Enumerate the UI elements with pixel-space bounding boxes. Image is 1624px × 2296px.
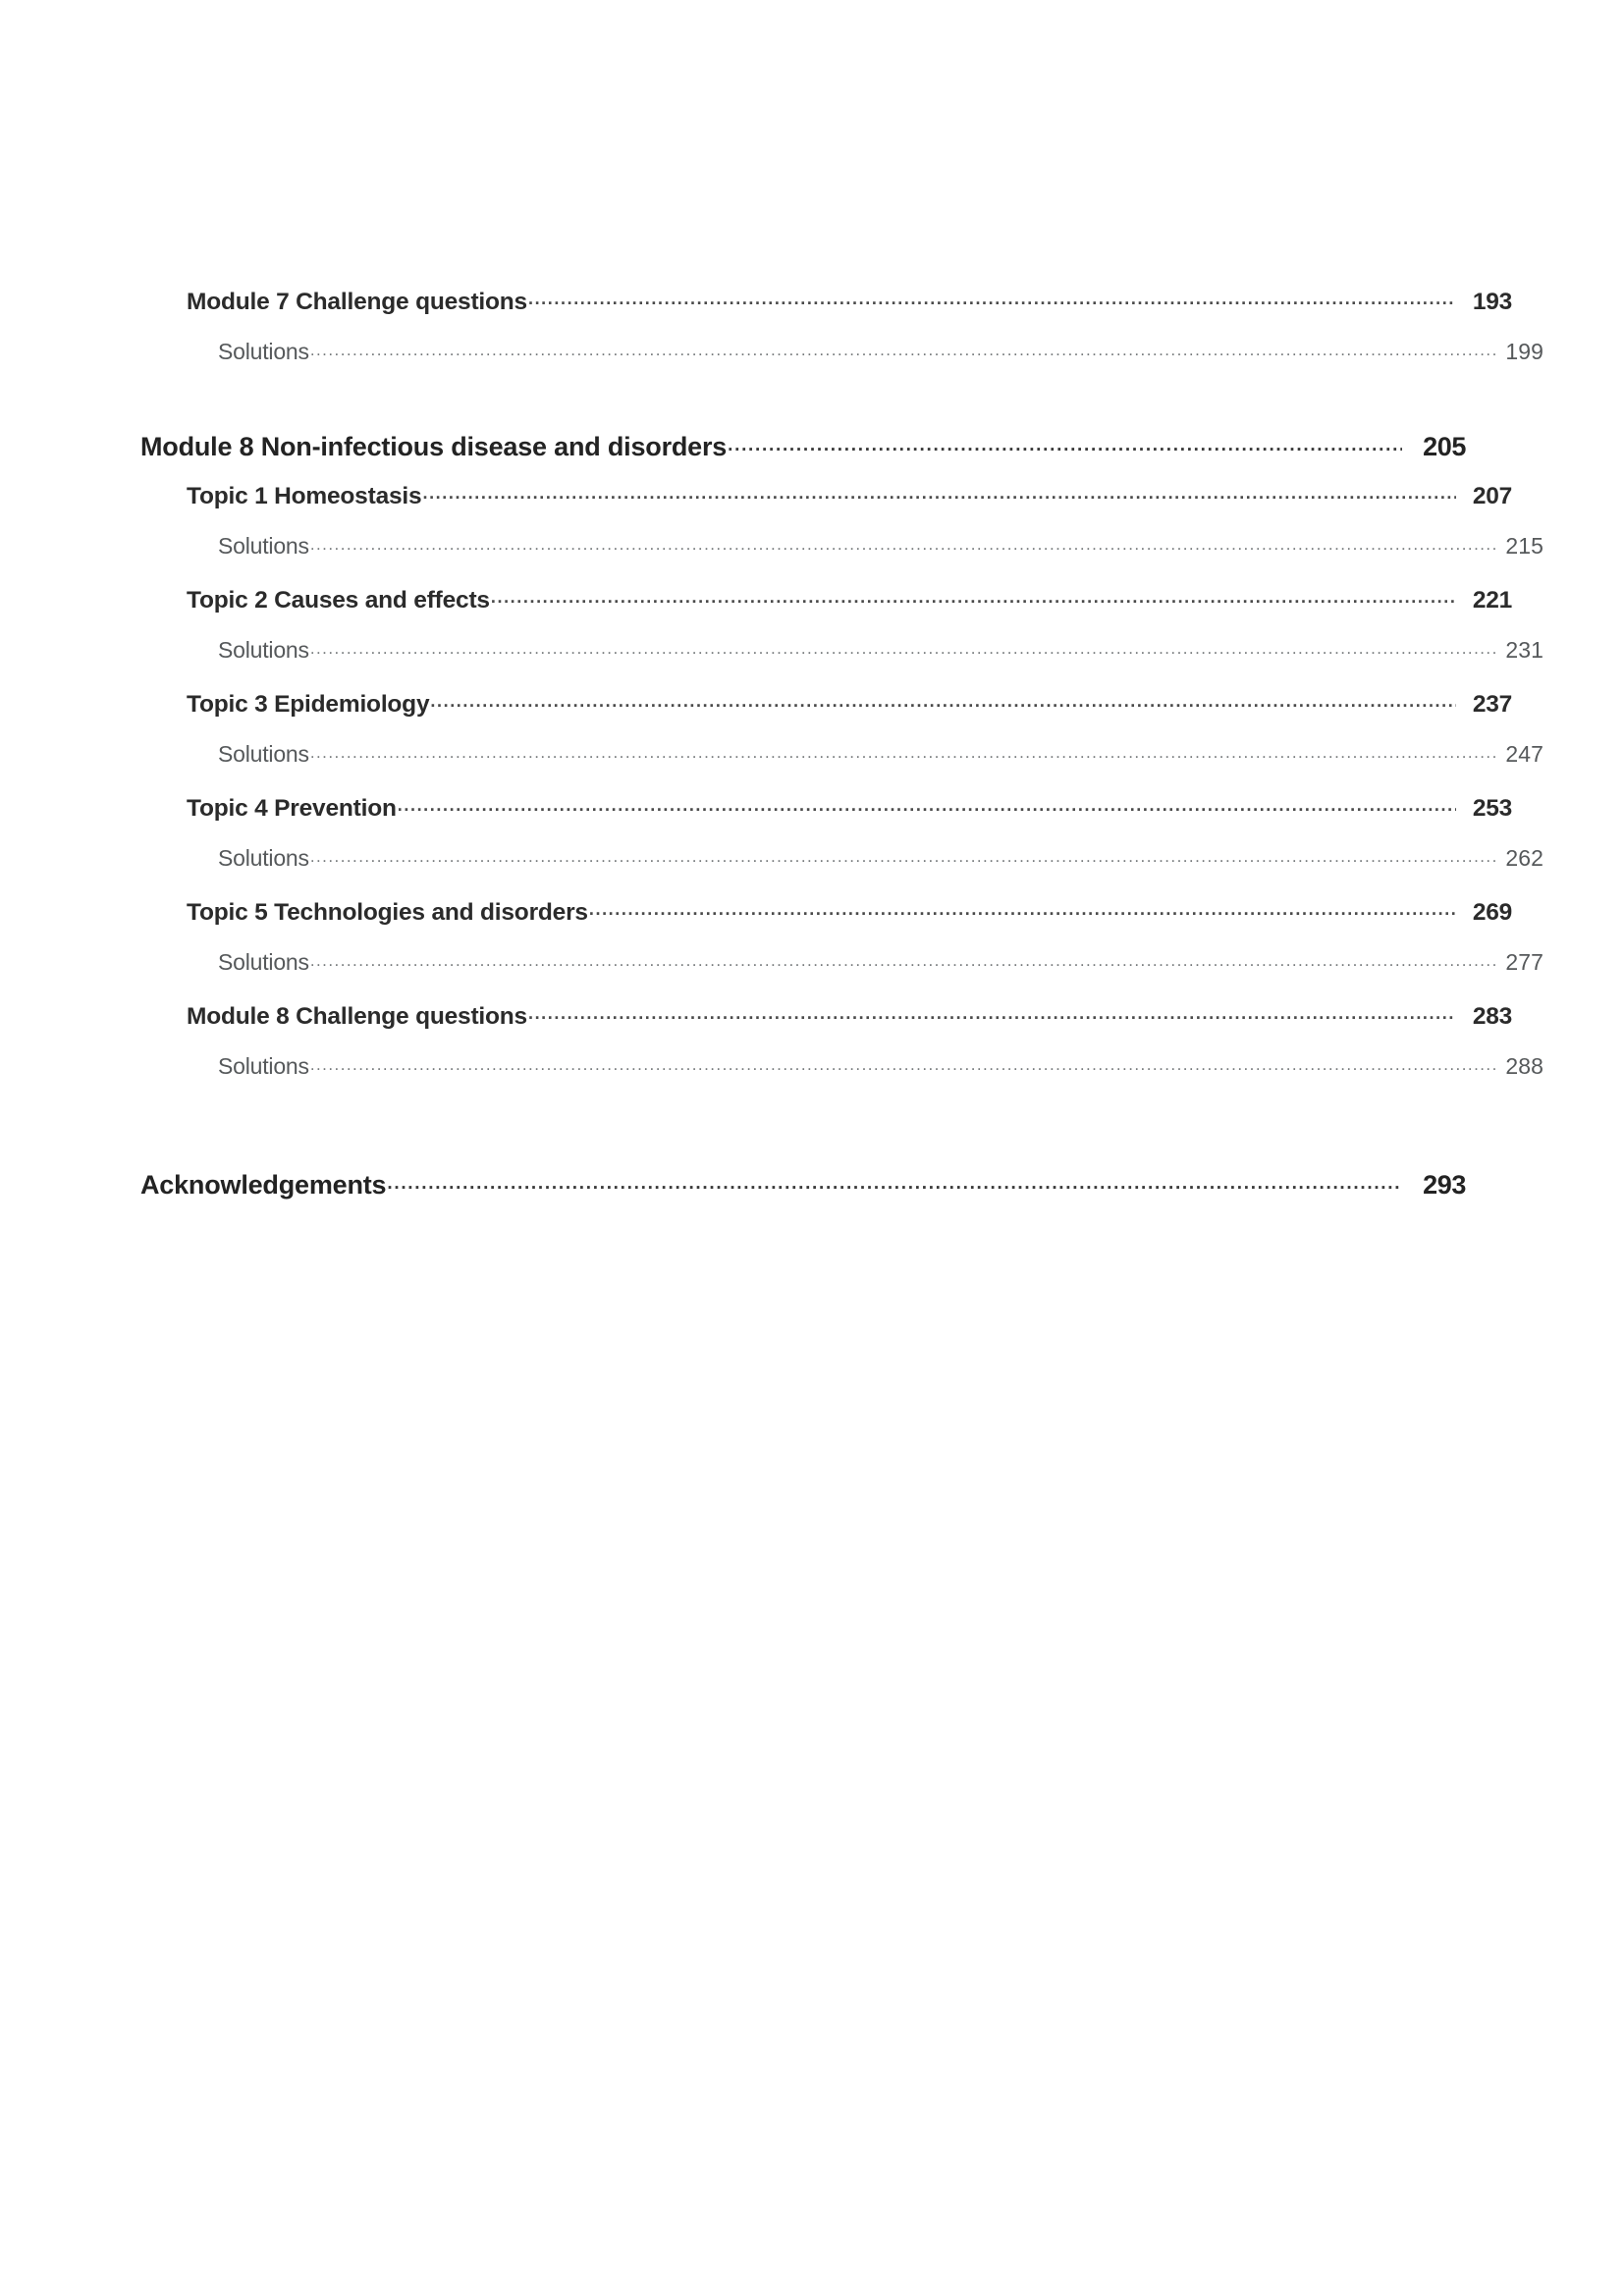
toc-entry-page-number: 288 (1505, 1053, 1543, 1079)
toc-entry-title: Module 7 Challenge questions (187, 288, 527, 315)
dot-leader (310, 739, 1495, 762)
dot-leader (310, 1051, 1495, 1074)
toc-entry-title: Topic 2 Causes and effects (187, 586, 490, 614)
dot-leader (430, 687, 1456, 712)
toc-entry-module-8[interactable] (140, 429, 1466, 464)
dot-leader (310, 337, 1495, 359)
toc-entry-solutions[interactable] (218, 739, 1543, 774)
toc-entry-page-number: 269 (1472, 898, 1512, 926)
toc-entry-title: Solutions (218, 637, 309, 663)
toc-entry-title: Module 8 Non-infectious disease and disorders (140, 432, 728, 461)
toc-entry-solutions[interactable] (218, 1051, 1543, 1087)
toc-entry-page-number: 205 (1423, 432, 1466, 461)
toc-entry-page-number: 293 (1423, 1170, 1466, 1200)
dot-leader (528, 285, 1456, 309)
toc-entry-solutions[interactable] (218, 531, 1543, 566)
toc-entry-page-number: 207 (1472, 482, 1512, 509)
dot-leader (310, 947, 1495, 970)
toc-entry-topic-4-prevention[interactable] (187, 791, 1512, 827)
toc-entry-page-number: 247 (1505, 741, 1543, 767)
toc-entry-solutions[interactable] (218, 843, 1543, 879)
toc-entry-title: Solutions (218, 845, 309, 871)
dot-leader (422, 479, 1456, 504)
toc-entry-title: Topic 5 Technologies and disorders (187, 898, 588, 926)
toc-entry-title: Module 8 Challenge questions (187, 1002, 527, 1030)
dot-leader (728, 429, 1402, 455)
toc-entry-title: Acknowledgements (140, 1170, 387, 1200)
toc-entry-module-8-challenge-questions[interactable] (187, 999, 1512, 1035)
dot-leader (310, 531, 1495, 554)
toc-entry-acknowledgements[interactable] (140, 1167, 1466, 1202)
dot-leader (491, 583, 1456, 608)
toc-entry-page-number: 283 (1472, 1002, 1512, 1030)
toc-entry-page-number: 237 (1472, 690, 1512, 718)
toc-entry-topic-1-homeostasis[interactable] (187, 479, 1512, 514)
toc-entry-solutions[interactable] (218, 947, 1543, 983)
toc-entry-title: Solutions (218, 533, 309, 559)
toc-entry-title: Solutions (218, 339, 309, 364)
toc-entry-title: Topic 3 Epidemiology (187, 690, 430, 718)
toc-entry-page-number: 221 (1472, 586, 1512, 614)
dot-leader (528, 999, 1456, 1024)
toc-entry-page-number: 277 (1505, 949, 1543, 975)
dot-leader (310, 843, 1495, 866)
toc-entry-page-number: 199 (1505, 339, 1543, 364)
toc-entry-title: Topic 1 Homeostasis (187, 482, 422, 509)
dot-leader (589, 895, 1456, 920)
toc-entry-topic-2-causes-and-effects[interactable] (187, 583, 1512, 618)
toc-entry-solutions[interactable] (218, 635, 1543, 670)
table-of-contents (140, 285, 1543, 1202)
toc-entry-solutions[interactable] (218, 337, 1543, 372)
toc-entry-page-number: 193 (1472, 288, 1512, 315)
dot-leader (310, 635, 1495, 658)
toc-entry-page-number: 231 (1505, 637, 1543, 663)
toc-entry-topic-3-epidemiology[interactable] (187, 687, 1512, 722)
toc-entry-title: Solutions (218, 949, 309, 975)
toc-entry-topic-5-technologies-and-disorders[interactable] (187, 895, 1512, 931)
dot-leader (387, 1167, 1402, 1194)
toc-entry-title: Solutions (218, 741, 309, 767)
toc-entry-page-number: 253 (1472, 794, 1512, 822)
toc-entry-title: Topic 4 Prevention (187, 794, 397, 822)
dot-leader (398, 791, 1456, 816)
toc-entry-module-7-challenge-questions[interactable] (187, 285, 1512, 320)
toc-entry-page-number: 215 (1505, 533, 1543, 559)
toc-entry-title: Solutions (218, 1053, 309, 1079)
toc-entry-page-number: 262 (1505, 845, 1543, 871)
